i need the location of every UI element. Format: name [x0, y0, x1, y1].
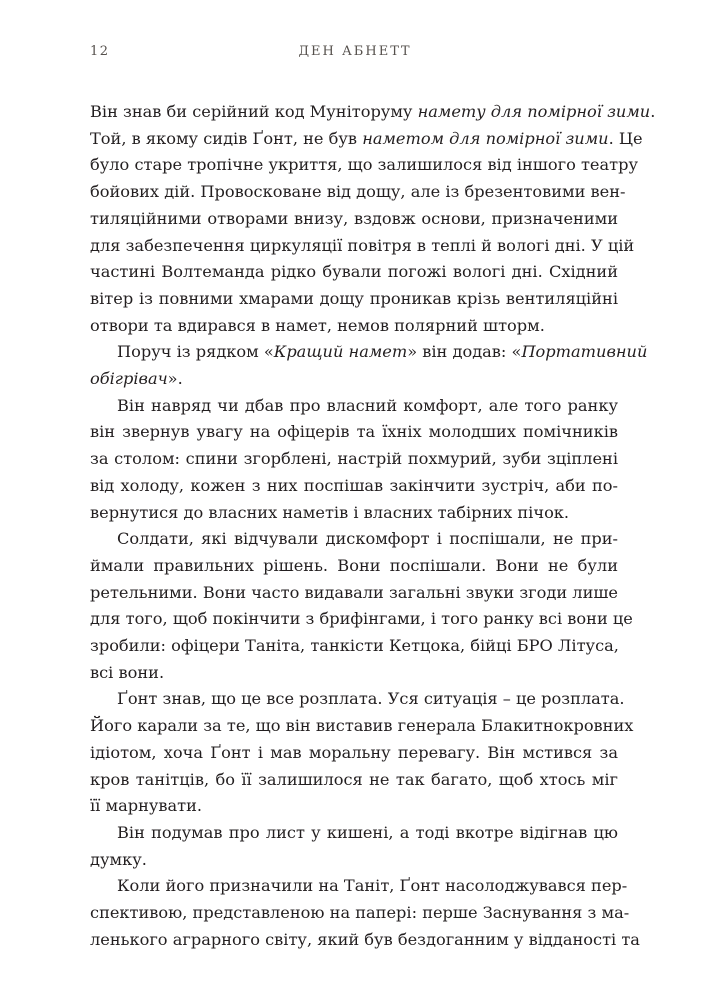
text-run: думку.	[90, 849, 147, 869]
page-number: 12	[90, 44, 110, 59]
text-line	[90, 873, 628, 900]
text-run: . Це	[608, 128, 643, 148]
text-run: отвори та вдирався в намет, немов полярний шторм.	[90, 315, 545, 335]
text-run: ймали правильних рішень. Вони поспішали. Вони не були	[90, 555, 618, 575]
text-run: Ґонт знав, що це все розплата. Уся ситуація – це розплата.	[117, 689, 625, 709]
text-run: Його карали за те, що він виставив генерала Блакитнокровних	[90, 716, 634, 736]
text-line	[90, 686, 625, 713]
text-line	[90, 793, 618, 820]
running-head-author: ДЕН АБНЕТТ	[298, 44, 412, 59]
text-run: за столом: спини згорблені, настрій похмурий, зуби зціплені	[90, 449, 618, 469]
text-line	[90, 633, 618, 660]
italic-text: Портативний	[521, 342, 648, 362]
text-line	[90, 179, 626, 206]
text-line	[90, 286, 618, 313]
text-run: Він подумав про лист у кишені, а тоді вкотре відігнав цю	[117, 822, 618, 842]
text-line	[90, 580, 618, 607]
text-run: бойових дій. Провосковане від дощу, але із брезентовими вен-	[90, 182, 626, 202]
text-line	[90, 767, 618, 794]
text-line	[90, 606, 633, 633]
text-line	[90, 553, 618, 580]
paragraph	[90, 873, 640, 953]
text-run: ідіотом, хоча Ґонт і мав моральну перевагу. Він мстився за	[90, 742, 618, 762]
text-line	[90, 900, 630, 927]
text-run: вітер із повними хмарами дощу проникав крізь вентиляційні	[90, 288, 618, 308]
paragraph	[90, 99, 656, 339]
text-run: Поруч із рядком «	[117, 342, 274, 362]
text-run: Коли його призначили на Таніт, Ґонт насолоджувався пер-	[117, 876, 628, 896]
text-run: ретельними. Вони часто видавали загальні звуки згоди лише	[90, 582, 618, 602]
text-line	[90, 927, 640, 954]
paragraph	[90, 820, 618, 873]
italic-text: наметом для помірної зими	[362, 128, 609, 148]
paragraph	[90, 526, 633, 686]
text-run: всі вони.	[90, 662, 165, 682]
text-line	[90, 820, 618, 847]
italic-text: Кращий намет	[273, 342, 408, 362]
text-run: ленького аграрного світу, який був бездоганним у відданості та	[90, 929, 640, 949]
text-line	[90, 500, 618, 527]
text-line	[90, 473, 618, 500]
text-line	[90, 419, 618, 446]
text-run: Він знав би серійний код Муніторуму	[90, 102, 418, 121]
text-run: частині Волтеманда рідко бували погожі вологі дні. Східний	[90, 262, 618, 282]
text-line	[90, 313, 618, 340]
text-run: Він навряд чи дбав про власний комфорт, але того ранку	[117, 395, 618, 415]
text-line	[90, 126, 643, 153]
text-line	[90, 259, 618, 286]
text-run: він звернув увагу на офіцерів та їхніх молодших помічників	[90, 422, 618, 442]
text-line	[90, 526, 618, 553]
text-run: зробили: офіцери Таніта, танкісти Кетцока, бійці БРО Літуса,	[90, 636, 619, 656]
paragraph	[90, 393, 618, 527]
text-run: кров танітців, бо її залишилося не так багато, щоб хтось міг	[90, 769, 618, 789]
text-run: від холоду, кожен з них поспішав закінчити зустріч, аби по-	[90, 475, 618, 495]
text-run: » він додав: «	[407, 342, 522, 362]
italic-text: намету для помірної зими	[417, 102, 651, 121]
running-head	[90, 44, 620, 64]
text-run: її марнувати.	[90, 796, 203, 816]
paragraph	[90, 686, 634, 820]
text-run: було старе тропічне укриття, що залишилося від іншого театру	[90, 155, 639, 175]
text-line	[90, 233, 635, 260]
text-line	[90, 847, 618, 874]
text-line	[90, 740, 618, 767]
text-line	[90, 366, 618, 393]
text-run: тиляційними отворами внизу, вздовж основи, призначеними	[90, 208, 618, 228]
paragraph	[90, 339, 648, 392]
text-run: для того, щоб покінчити з брифінгами, і того ранку всі вони це	[90, 609, 633, 629]
body-text	[90, 99, 656, 954]
text-line	[90, 660, 618, 687]
text-line	[90, 152, 639, 179]
text-run: ».	[167, 369, 183, 389]
text-line	[90, 206, 618, 233]
text-run: Той, в якому сидів Ґонт, не був	[90, 128, 363, 148]
text-run: спективою, представленою на папері: перше Заснування з ма-	[90, 903, 630, 923]
text-line	[90, 339, 648, 366]
text-line	[90, 99, 656, 126]
text-run: вернутися до власних наметів і власних табірних пічок.	[90, 502, 570, 522]
text-run: для забезпечення циркуляції повітря в теплі й вологі дні. У цій	[90, 235, 635, 255]
italic-text: обігрівач	[90, 369, 168, 389]
text-run: .	[650, 102, 656, 121]
text-line	[90, 713, 634, 740]
text-line	[90, 446, 618, 473]
text-line	[90, 393, 618, 420]
text-run: Солдати, які відчували дискомфорт і поспішали, не при-	[117, 529, 618, 549]
